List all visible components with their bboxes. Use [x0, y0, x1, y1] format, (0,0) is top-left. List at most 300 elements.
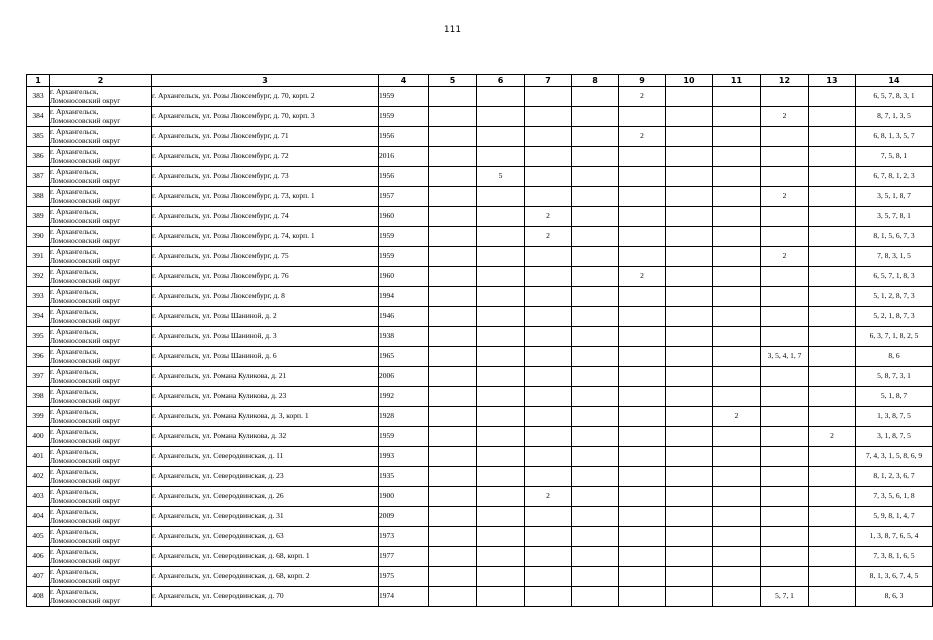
code-list-cell: 7, 8, 3, 1, 5: [856, 247, 933, 267]
value-cell-col-10: [666, 147, 713, 167]
value-cell-col-13: [809, 87, 856, 107]
year-cell: 1960: [379, 207, 429, 227]
year-cell: 1957: [379, 187, 429, 207]
value-cell-col-9: [619, 167, 666, 187]
location-district: Ломоносовский округ: [50, 335, 121, 345]
value-cell-col-12: [761, 367, 809, 387]
value-cell-col-10: [666, 87, 713, 107]
year-cell: 1959: [379, 227, 429, 247]
location-district: Ломоносовский округ: [50, 535, 121, 545]
location-cell: [50, 367, 152, 387]
row-number-cell: 393: [27, 287, 50, 307]
value-cell-col-9: [619, 327, 666, 347]
value-cell-col-5: [429, 387, 477, 407]
location-district: Ломоносовский округ: [50, 155, 121, 165]
address-cell: г. Архангельск, ул. Северодвинская, д. 11: [152, 447, 379, 467]
value-cell-col-8: [572, 347, 619, 367]
location-cell: [50, 147, 152, 167]
value-cell-col-6: [477, 547, 525, 567]
value-cell-col-9: [619, 247, 666, 267]
value-cell-col-12: 2: [761, 107, 809, 127]
location-cell: [50, 227, 152, 247]
code-list-cell: 7, 3, 8, 1, 6, 5: [856, 547, 933, 567]
value-cell-col-9: [619, 567, 666, 587]
value-cell-col-9: [619, 547, 666, 567]
table-row: [27, 167, 933, 187]
value-cell-col-6: [477, 447, 525, 467]
row-number-cell: 387: [27, 167, 50, 187]
table-row: [27, 447, 933, 467]
location-city: г. Архангельск,: [50, 227, 99, 236]
value-cell-col-7: [525, 547, 572, 567]
table-row: [27, 427, 933, 447]
value-cell-col-5: [429, 307, 477, 327]
table-row: [27, 267, 933, 287]
value-cell-col-6: [477, 587, 525, 607]
location-city: г. Архангельск,: [50, 187, 99, 196]
value-cell-col-11: [713, 287, 761, 307]
value-cell-col-10: [666, 327, 713, 347]
value-cell-col-9: [619, 307, 666, 327]
page-number: 111: [443, 25, 462, 35]
value-cell-col-6: [477, 327, 525, 347]
value-cell-col-5: [429, 407, 477, 427]
value-cell-col-13: [809, 207, 856, 227]
value-cell-col-12: [761, 387, 809, 407]
location-district: Ломоносовский округ: [50, 315, 121, 325]
code-list-cell: 6, 3, 7, 1, 8, 2, 5: [856, 327, 933, 347]
column-header-7: 7: [525, 75, 572, 87]
location-cell: [50, 307, 152, 327]
value-cell-col-11: [713, 107, 761, 127]
value-cell-col-6: [477, 187, 525, 207]
value-cell-col-11: [713, 187, 761, 207]
column-header-4: 4: [379, 75, 429, 87]
value-cell-col-5: [429, 347, 477, 367]
value-cell-col-8: [572, 187, 619, 207]
location-cell: [50, 167, 152, 187]
table-row: [27, 107, 933, 127]
code-list-cell: 8, 1, 2, 3, 6, 7: [856, 467, 933, 487]
value-cell-col-11: [713, 387, 761, 407]
value-cell-col-10: [666, 167, 713, 187]
value-cell-col-10: [666, 267, 713, 287]
row-number-cell: 390: [27, 227, 50, 247]
column-header-10: 10: [666, 75, 713, 87]
value-cell-col-11: [713, 327, 761, 347]
location-city: г. Архангельск,: [50, 567, 99, 576]
value-cell-col-13: [809, 527, 856, 547]
location-district: Ломоносовский округ: [50, 295, 121, 305]
location-district: Ломоносовский округ: [50, 255, 121, 265]
location-cell: [50, 87, 152, 107]
location-cell: [50, 347, 152, 367]
value-cell-col-7: [525, 147, 572, 167]
value-cell-col-8: [572, 587, 619, 607]
value-cell-col-9: [619, 287, 666, 307]
value-cell-col-6: [477, 507, 525, 527]
location-cell: [50, 407, 152, 427]
year-cell: 1956: [379, 167, 429, 187]
location-cell: [50, 127, 152, 147]
location-district: Ломоносовский округ: [50, 235, 121, 245]
location-district: Ломоносовский округ: [50, 515, 121, 525]
value-cell-col-7: [525, 527, 572, 547]
location-city: г. Архангельск,: [50, 307, 99, 316]
value-cell-col-6: [477, 367, 525, 387]
location-city: г. Архангельск,: [50, 127, 99, 136]
value-cell-col-11: [713, 347, 761, 367]
location-district: Ломоносовский округ: [50, 495, 121, 505]
value-cell-col-10: [666, 527, 713, 547]
code-list-cell: 8, 1, 5, 6, 7, 3: [856, 227, 933, 247]
location-district: Ломоносовский округ: [50, 575, 121, 585]
value-cell-col-13: [809, 227, 856, 247]
header-row: [27, 75, 933, 87]
value-cell-col-9: [619, 447, 666, 467]
value-cell-col-11: [713, 207, 761, 227]
year-cell: 1959: [379, 87, 429, 107]
value-cell-col-5: [429, 587, 477, 607]
value-cell-col-5: [429, 367, 477, 387]
value-cell-col-6: [477, 567, 525, 587]
value-cell-col-7: [525, 467, 572, 487]
value-cell-col-8: [572, 127, 619, 147]
value-cell-col-12: [761, 487, 809, 507]
value-cell-col-5: [429, 447, 477, 467]
location-city: г. Архангельск,: [50, 107, 99, 116]
value-cell-col-8: [572, 447, 619, 467]
value-cell-col-7: [525, 407, 572, 427]
table-row: [27, 287, 933, 307]
value-cell-col-13: [809, 587, 856, 607]
value-cell-col-6: [477, 307, 525, 327]
code-list-cell: 1, 3, 8, 7, 6, 5, 4: [856, 527, 933, 547]
column-header-6: 6: [477, 75, 525, 87]
value-cell-col-12: [761, 407, 809, 427]
value-cell-col-13: [809, 127, 856, 147]
value-cell-col-8: [572, 147, 619, 167]
value-cell-col-11: [713, 507, 761, 527]
address-cell: г. Архангельск, ул. Розы Люксембург, д. 71: [152, 127, 379, 147]
value-cell-col-9: 2: [619, 87, 666, 107]
address-cell: г. Архангельск, ул. Розы Люксембург, д. 73: [152, 167, 379, 187]
location-city: г. Архангельск,: [50, 427, 99, 436]
value-cell-col-12: [761, 287, 809, 307]
value-cell-col-8: [572, 107, 619, 127]
table-row: [27, 127, 933, 147]
row-number-cell: 397: [27, 367, 50, 387]
value-cell-col-8: [572, 507, 619, 527]
value-cell-col-13: [809, 547, 856, 567]
year-cell: 1977: [379, 547, 429, 567]
value-cell-col-8: [572, 567, 619, 587]
value-cell-col-12: [761, 547, 809, 567]
value-cell-col-5: [429, 187, 477, 207]
location-district: Ломоносовский округ: [50, 555, 121, 565]
location-city: г. Архангельск,: [50, 587, 99, 596]
location-city: г. Архангельск,: [50, 387, 99, 396]
value-cell-col-9: [619, 527, 666, 547]
row-number-cell: 403: [27, 487, 50, 507]
address-cell: г. Архангельск, ул. Северодвинская, д. 63: [152, 527, 379, 547]
value-cell-col-12: [761, 467, 809, 487]
table-row: [27, 387, 933, 407]
location-city: г. Архангельск,: [50, 507, 99, 516]
year-cell: 1935: [379, 467, 429, 487]
value-cell-col-6: [477, 87, 525, 107]
value-cell-col-5: [429, 567, 477, 587]
value-cell-col-11: [713, 127, 761, 147]
column-header-8: 8: [572, 75, 619, 87]
value-cell-col-7: [525, 327, 572, 347]
value-cell-col-10: [666, 367, 713, 387]
value-cell-col-11: [713, 267, 761, 287]
location-cell: [50, 447, 152, 467]
year-cell: 1946: [379, 307, 429, 327]
value-cell-col-7: [525, 247, 572, 267]
value-cell-col-10: [666, 507, 713, 527]
address-cell: г. Архангельск, ул. Романа Куликова, д. 3, корп. 1: [152, 407, 379, 427]
value-cell-col-8: [572, 207, 619, 227]
value-cell-col-12: [761, 227, 809, 247]
year-cell: 1994: [379, 287, 429, 307]
column-header-3: 3: [152, 75, 379, 87]
year-cell: 1993: [379, 447, 429, 467]
address-cell: г. Архангельск, ул. Северодвинская, д. 23: [152, 467, 379, 487]
value-cell-col-6: [477, 247, 525, 267]
location-city: г. Архангельск,: [50, 147, 99, 156]
value-cell-col-9: [619, 107, 666, 127]
value-cell-col-9: [619, 367, 666, 387]
row-number-cell: 383: [27, 87, 50, 107]
location-cell: [50, 567, 152, 587]
value-cell-col-7: [525, 507, 572, 527]
value-cell-col-12: [761, 567, 809, 587]
year-cell: 1900: [379, 487, 429, 507]
value-cell-col-12: [761, 507, 809, 527]
value-cell-col-11: [713, 587, 761, 607]
value-cell-col-12: [761, 327, 809, 347]
address-cell: г. Архангельск, ул. Северодвинская, д. 68, корп. 1: [152, 547, 379, 567]
table-row: [27, 527, 933, 547]
location-cell: [50, 107, 152, 127]
location-district: Ломоносовский округ: [50, 115, 121, 125]
value-cell-col-12: 2: [761, 247, 809, 267]
value-cell-col-12: 5, 7, 1: [761, 587, 809, 607]
value-cell-col-7: [525, 87, 572, 107]
location-cell: [50, 327, 152, 347]
value-cell-col-11: [713, 367, 761, 387]
table-row: [27, 227, 933, 247]
row-number-cell: 401: [27, 447, 50, 467]
value-cell-col-10: [666, 447, 713, 467]
value-cell-col-12: [761, 427, 809, 447]
year-cell: 2016: [379, 147, 429, 167]
year-cell: 2006: [379, 367, 429, 387]
value-cell-col-10: [666, 467, 713, 487]
column-header-2: 2: [50, 75, 152, 87]
value-cell-col-10: [666, 287, 713, 307]
value-cell-col-5: [429, 127, 477, 147]
value-cell-col-11: [713, 547, 761, 567]
value-cell-col-10: [666, 567, 713, 587]
location-cell: [50, 267, 152, 287]
value-cell-col-5: [429, 147, 477, 167]
column-header-9: 9: [619, 75, 666, 87]
value-cell-col-7: [525, 167, 572, 187]
value-cell-col-13: [809, 367, 856, 387]
code-list-cell: 6, 8, 1, 3, 5, 7: [856, 127, 933, 147]
table-row: [27, 207, 933, 227]
value-cell-col-7: [525, 287, 572, 307]
value-cell-col-9: [619, 147, 666, 167]
value-cell-col-5: [429, 527, 477, 547]
table-row: [27, 187, 933, 207]
row-number-cell: 407: [27, 567, 50, 587]
location-cell: [50, 467, 152, 487]
value-cell-col-11: [713, 227, 761, 247]
location-city: г. Архангельск,: [50, 287, 99, 296]
value-cell-col-11: [713, 567, 761, 587]
code-list-cell: 1, 3, 8, 7, 5: [856, 407, 933, 427]
address-cell: г. Архангельск, ул. Северодвинская, д. 31: [152, 507, 379, 527]
value-cell-col-8: [572, 367, 619, 387]
value-cell-col-11: 2: [713, 407, 761, 427]
value-cell-col-5: [429, 207, 477, 227]
year-cell: 1992: [379, 387, 429, 407]
value-cell-col-7: [525, 187, 572, 207]
code-list-cell: 8, 6, 3: [856, 587, 933, 607]
value-cell-col-11: [713, 307, 761, 327]
year-cell: 1975: [379, 567, 429, 587]
address-cell: г. Архангельск, ул. Розы Люксембург, д. 75: [152, 247, 379, 267]
address-cell: г. Архангельск, ул. Романа Куликова, д. 23: [152, 387, 379, 407]
value-cell-col-5: [429, 287, 477, 307]
value-cell-col-8: [572, 87, 619, 107]
value-cell-col-12: [761, 127, 809, 147]
value-cell-col-10: [666, 547, 713, 567]
value-cell-col-9: [619, 587, 666, 607]
value-cell-col-9: 2: [619, 127, 666, 147]
value-cell-col-13: [809, 187, 856, 207]
column-header-14: 14: [856, 75, 933, 87]
value-cell-col-10: [666, 127, 713, 147]
code-list-cell: 5, 1, 8, 7: [856, 387, 933, 407]
address-cell: г. Архангельск, ул. Северодвинская, д. 68, корп. 2: [152, 567, 379, 587]
location-district: Ломоносовский округ: [50, 435, 121, 445]
value-cell-col-8: [572, 267, 619, 287]
column-header-1: 1: [27, 75, 50, 87]
year-cell: 1965: [379, 347, 429, 367]
value-cell-col-7: [525, 347, 572, 367]
value-cell-col-11: [713, 167, 761, 187]
value-cell-col-6: [477, 107, 525, 127]
value-cell-col-7: 2: [525, 227, 572, 247]
location-city: г. Архангельск,: [50, 467, 99, 476]
location-city: г. Архангельск,: [50, 487, 99, 496]
value-cell-col-10: [666, 247, 713, 267]
value-cell-col-13: [809, 347, 856, 367]
code-list-cell: 3, 1, 8, 7, 5: [856, 427, 933, 447]
value-cell-col-12: [761, 307, 809, 327]
table-row: [27, 307, 933, 327]
code-list-cell: 7, 4, 3, 1, 5, 8, 6, 9: [856, 447, 933, 467]
address-cell: г. Архангельск, ул. Розы Люксембург, д. 73, корп. 1: [152, 187, 379, 207]
value-cell-col-6: [477, 147, 525, 167]
value-cell-col-10: [666, 187, 713, 207]
value-cell-col-5: [429, 87, 477, 107]
value-cell-col-10: [666, 407, 713, 427]
value-cell-col-13: [809, 387, 856, 407]
value-cell-col-5: [429, 107, 477, 127]
year-cell: 1959: [379, 427, 429, 447]
value-cell-col-6: [477, 427, 525, 447]
value-cell-col-5: [429, 427, 477, 447]
value-cell-col-13: [809, 167, 856, 187]
value-cell-col-5: [429, 167, 477, 187]
value-cell-col-7: [525, 267, 572, 287]
value-cell-col-11: [713, 487, 761, 507]
location-city: г. Архангельск,: [50, 87, 99, 96]
code-list-cell: 5, 2, 1, 8, 7, 3: [856, 307, 933, 327]
row-number-cell: 391: [27, 247, 50, 267]
value-cell-col-9: [619, 487, 666, 507]
value-cell-col-10: [666, 207, 713, 227]
value-cell-col-7: 2: [525, 487, 572, 507]
location-city: г. Архангельск,: [50, 447, 99, 456]
table-row: [27, 247, 933, 267]
value-cell-col-7: 2: [525, 207, 572, 227]
year-cell: 1959: [379, 247, 429, 267]
value-cell-col-8: [572, 327, 619, 347]
location-district: Ломоносовский округ: [50, 455, 121, 465]
value-cell-col-11: [713, 467, 761, 487]
row-number-cell: 399: [27, 407, 50, 427]
location-city: г. Архангельск,: [50, 547, 99, 556]
value-cell-col-6: 5: [477, 167, 525, 187]
code-list-cell: 6, 5, 7, 1, 8, 3: [856, 267, 933, 287]
row-number-cell: 386: [27, 147, 50, 167]
value-cell-col-5: [429, 247, 477, 267]
value-cell-col-11: [713, 447, 761, 467]
value-cell-col-9: [619, 207, 666, 227]
value-cell-col-9: [619, 187, 666, 207]
year-cell: 1973: [379, 527, 429, 547]
location-city: г. Архангельск,: [50, 247, 99, 256]
year-cell: 1974: [379, 587, 429, 607]
value-cell-col-6: [477, 207, 525, 227]
location-cell: [50, 527, 152, 547]
value-cell-col-13: [809, 327, 856, 347]
code-list-cell: 7, 5, 8, 1: [856, 147, 933, 167]
value-cell-col-9: [619, 407, 666, 427]
code-list-cell: 8, 1, 3, 6, 7, 4, 5: [856, 567, 933, 587]
code-list-cell: 7, 3, 5, 6, 1, 8: [856, 487, 933, 507]
address-cell: г. Архангельск, ул. Розы Люксембург, д. 74: [152, 207, 379, 227]
row-number-cell: 388: [27, 187, 50, 207]
value-cell-col-8: [572, 467, 619, 487]
row-number-cell: 389: [27, 207, 50, 227]
row-number-cell: 395: [27, 327, 50, 347]
location-city: г. Архангельск,: [50, 407, 99, 416]
value-cell-col-13: [809, 147, 856, 167]
table-body: [27, 87, 933, 607]
location-district: Ломоносовский округ: [50, 375, 121, 385]
code-list-cell: 8, 7, 1, 3, 5: [856, 107, 933, 127]
value-cell-col-9: [619, 227, 666, 247]
row-number-cell: 392: [27, 267, 50, 287]
